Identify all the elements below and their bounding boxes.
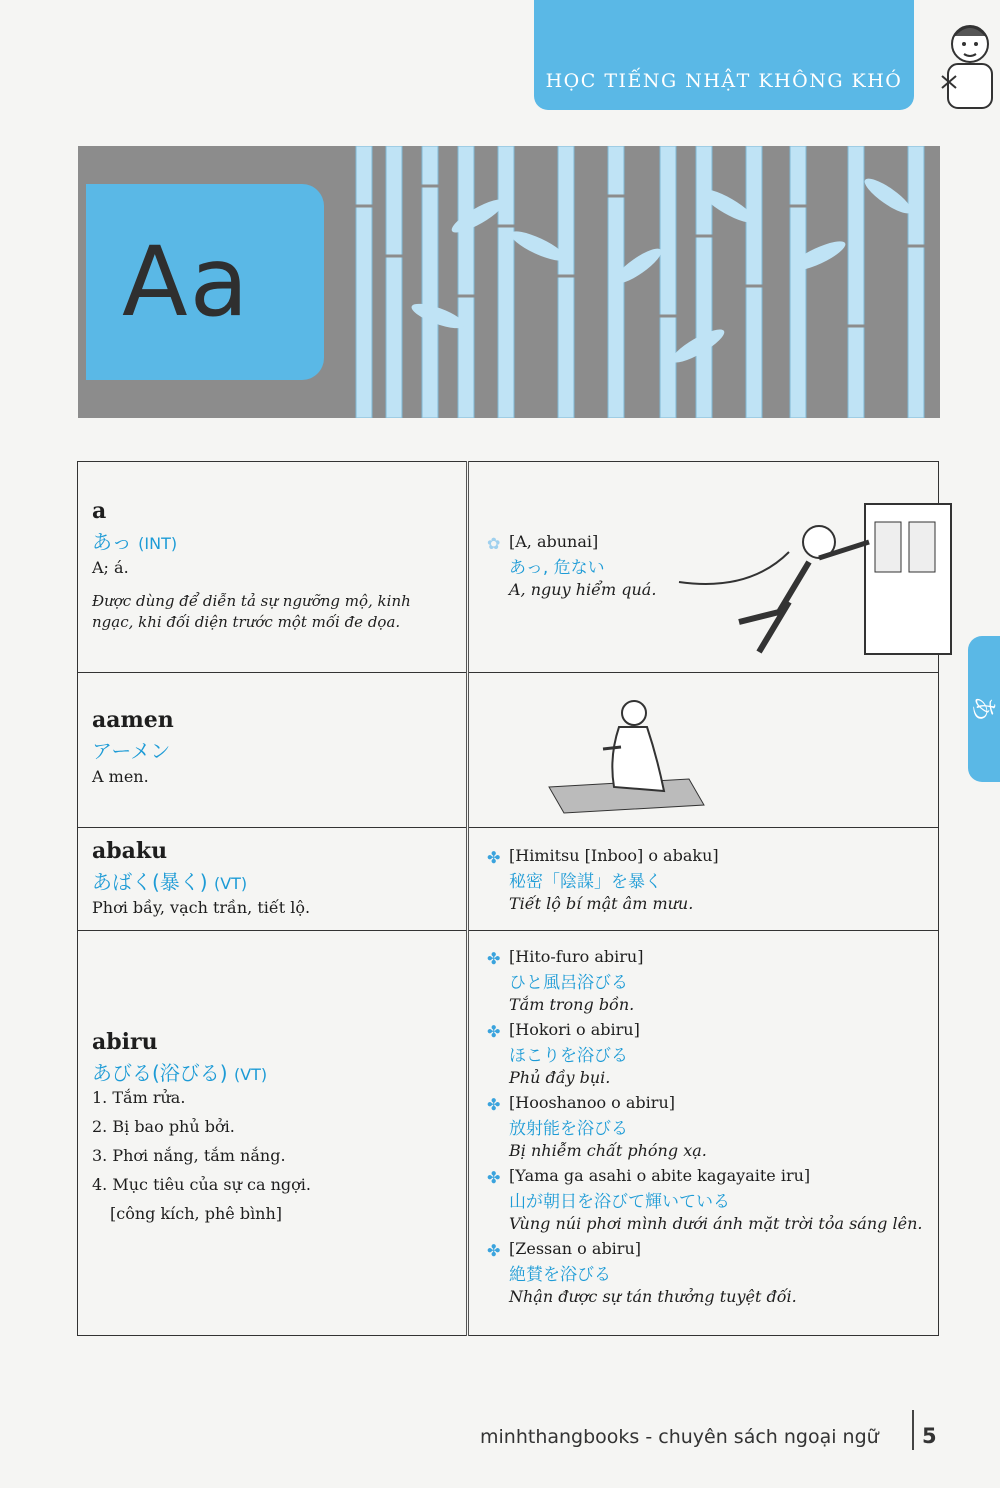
- entry-word: aamen: [92, 707, 174, 733]
- side-index-char: あ: [967, 695, 998, 722]
- entry-note: Được dùng để diễn tả sự ngưỡng mộ, kinh ngạc, khi đối diện trước một mối đe dọa.: [92, 592, 411, 631]
- footer-publisher: minhthangbooks - chuyên sách ngoại ngữ: [480, 1426, 879, 1448]
- section-letter-box: [86, 184, 324, 380]
- entry-cell: [78, 931, 468, 1336]
- example-item: ✤ [Hito-furo abiru] ひと風呂浴びる Tắm trong bồn.: [487, 947, 644, 1014]
- entry-cell: [78, 462, 468, 673]
- entry-kana: アーメン: [92, 739, 171, 763]
- table-row: [78, 828, 939, 931]
- example-item: ✿ [A, abunai] あっ, 危ない A, nguy hiểm quá.: [487, 532, 657, 599]
- entry-cell: [78, 673, 468, 828]
- page-number: 5: [922, 1424, 937, 1448]
- section-letter: Aa: [122, 226, 251, 338]
- entry-meaning: Phơi bầy, vạch trần, tiết lộ.: [92, 898, 311, 917]
- flower-bullet-icon: ✤: [487, 1095, 501, 1114]
- example-cell: [468, 673, 939, 828]
- entry-sense: 3. Phơi nắng, tắm nắng.: [92, 1146, 286, 1165]
- side-index-tab[interactable]: [968, 636, 1000, 782]
- example-cell: [468, 828, 939, 931]
- table-row: [78, 462, 939, 673]
- example-item: ✤ [Zessan o abiru] 絶賛を浴びる Nhận được sự tán thưởng tuyệt đối.: [487, 1239, 797, 1306]
- entry-sense: 4. Mục tiêu của sự ca ngợi.: [92, 1175, 311, 1194]
- entry-meaning: A men.: [92, 767, 149, 786]
- entry-meaning: A; á.: [92, 558, 129, 577]
- entry-sense: 2. Bị bao phủ bởi.: [92, 1117, 235, 1136]
- table-row: [78, 931, 939, 1336]
- flower-bullet-icon: ✤: [487, 949, 501, 968]
- footer-divider: [912, 1410, 914, 1450]
- header-tab: [534, 0, 914, 110]
- table-row: [78, 673, 939, 828]
- example-item: ✤ [Hooshanoo o abiru] 放射能を浴びる Bị nhiễm chất phóng xạ.: [487, 1093, 707, 1160]
- entry-kana: あっ (INT): [92, 530, 178, 554]
- flower-bullet-icon: ✿: [487, 534, 501, 553]
- example-item: ✤ [Himitsu [Inboo] o abaku] 秘密「陰謀」を暴く Tiết lộ bí mật âm mưu.: [487, 846, 719, 913]
- example-item: ✤ [Yama ga asahi o abite kagayaite iru] 山が朝日を浴びて輝いている Vùng núi phơi mình dưới ánh mặt trời tỏa sáng lên.: [487, 1166, 923, 1233]
- entry-sense: 1. Tắm rửa.: [92, 1088, 186, 1107]
- entry-kana: あばく(暴く) (VT): [92, 870, 248, 894]
- entry-sense: [công kích, phê bình]: [110, 1204, 283, 1223]
- entry-word: abiru: [92, 1029, 158, 1055]
- example-item: ✤ [Hokori o abiru] ほこりを浴びる Phủ đầy bụi.: [487, 1020, 640, 1087]
- example-cell: [468, 462, 939, 673]
- flower-bullet-icon: ✤: [487, 1022, 501, 1041]
- flower-bullet-icon: ✤: [487, 1168, 501, 1187]
- praying-man-illustration: [539, 687, 709, 817]
- mascot-illustration: [934, 14, 1000, 114]
- flower-bullet-icon: ✤: [487, 1241, 501, 1260]
- entry-word: abaku: [92, 838, 168, 864]
- entry-cell: [78, 828, 468, 931]
- electric-shock-illustration: [669, 482, 959, 662]
- example-cell: [468, 931, 939, 1336]
- entry-kana: あびる(浴びる) (VT): [92, 1061, 268, 1085]
- header-title: HỌC TIẾNG NHẬT KHÔNG KHÓ: [545, 70, 903, 92]
- dictionary-table: [77, 461, 939, 1336]
- flower-bullet-icon: ✤: [487, 848, 501, 867]
- entry-word: a: [92, 498, 107, 524]
